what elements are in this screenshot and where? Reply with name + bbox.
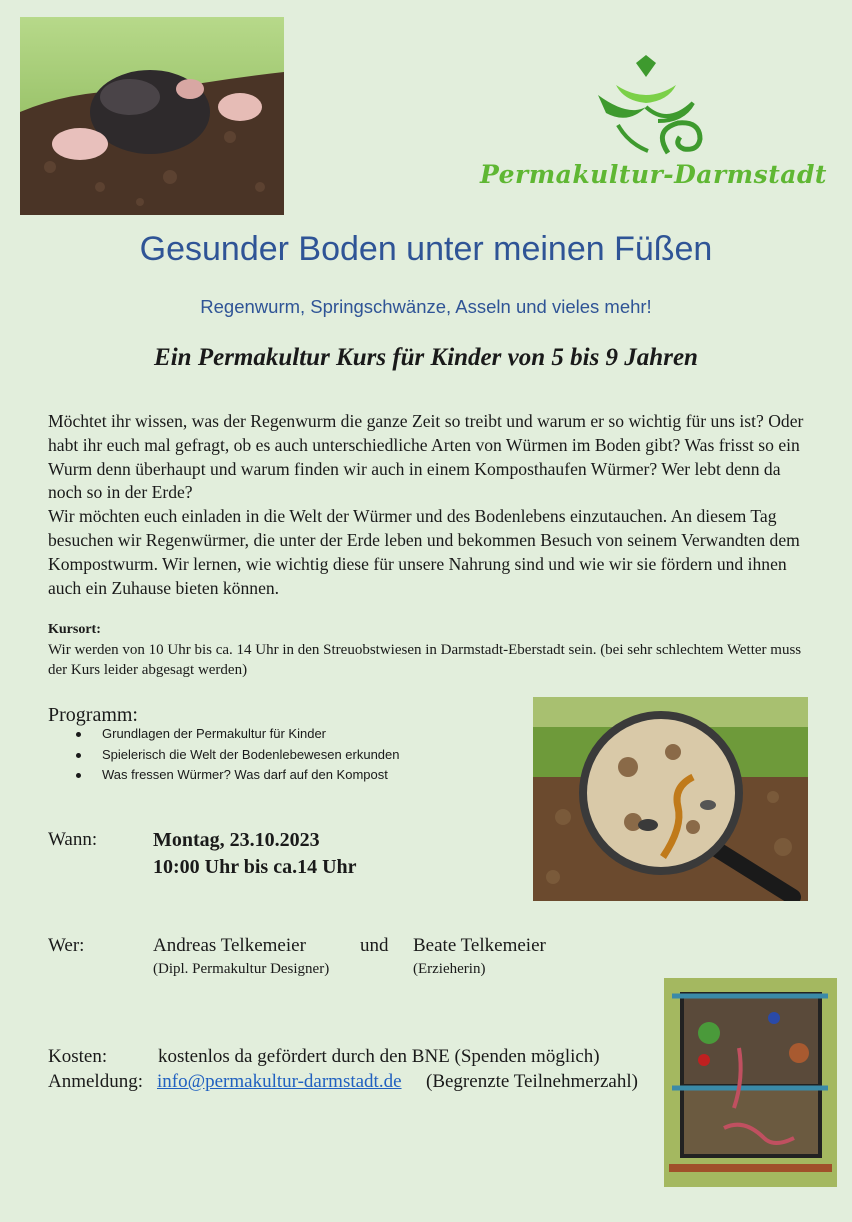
program-title: Programm: (48, 704, 138, 726)
page-title: Gesunder Boden unter meinen Füßen (139, 230, 713, 268)
event-time: 10:00 Uhr bis ca.14 Uhr (153, 856, 357, 878)
program-item-label: Spielerisch die Welt der Bodenlebewesen erkunden (102, 746, 400, 762)
instructor-connector: und (360, 935, 389, 956)
program-item-label: Was fressen Würmer? Was darf auf den Kompost (102, 767, 388, 782)
magnifier-soil-illustration (533, 697, 808, 901)
when-label: Wann: (48, 829, 98, 850)
who-label: Wer: (48, 935, 85, 956)
bullet-icon (76, 732, 81, 737)
instructor-1-name: Andreas Telkemeier (153, 935, 306, 956)
costs-text: kostenlos da gefördert durch den BNE (Spenden möglich) (158, 1046, 600, 1067)
bullet-icon (76, 753, 81, 758)
costs-label: Kosten: (48, 1046, 108, 1067)
program-item-label: Grundlagen der Permakultur für Kinder (102, 726, 327, 741)
course-heading: Ein Permakultur Kurs für Kinder von 5 bis 9 Jahren (154, 344, 698, 371)
instructor-2-role: (Erzieherin) (413, 961, 486, 977)
location-text: Wir werden von 10 Uhr bis ca. 14 Uhr in den Streuobstwiesen in Darmstadt-Eberstadt sein. (bei sehr schlechtem Wetter muss der Kurs leider abgesagt werden) (48, 642, 802, 678)
list-item (48, 747, 400, 768)
bullet-icon (76, 773, 81, 778)
registration-email-link[interactable]: info@permakultur-darmstadt.de (157, 1071, 402, 1092)
intro-paragraph-1: Möchtet ihr wissen, was der Regenwurm die ganze Zeit so treibt und warum er so wichtig für uns ist? Oder habt ihr euch mal gefragt, ob es auch unterschiedliche Arten von Würmen im Boden gibt? Was frisst so ein Wurm denn überhaupt und warum finden wir auch in einem Komposthaufen Würmer? Wer lebt denn da noch so in der Erde? (48, 411, 804, 503)
mole-photo (20, 17, 284, 215)
logo-wordmark: Permakultur-Darmstadt (480, 160, 827, 189)
registration-note: (Begrenzte Teilnehmerzahl) (426, 1071, 638, 1092)
page-subtitle: Regenwurm, Springschwänze, Asseln und vieles mehr! (200, 296, 652, 317)
compost-box-illustration (664, 978, 837, 1187)
program-list (48, 726, 400, 788)
location-label: Kursort: (48, 622, 101, 637)
event-date: Montag, 23.10.2023 (153, 829, 320, 851)
intro-paragraph-2: Wir möchten euch einladen in die Welt der Würmer und des Bodenlebens einzutauchen. An diesem Tag besuchen wir Regenwürmer, die unter der Erde leben und bekommen Besuch von seinem Verwandten dem Kompostwurm. Wir lernen, wie wichtig diese für unsere Nahrung sind und wie wir sie fördern und ihnen auch ein Zuhause bieten können. (48, 506, 800, 598)
list-item (48, 726, 400, 747)
instructor-1-role: (Dipl. Permakultur Designer) (153, 961, 330, 977)
intro-text (48, 410, 818, 600)
instructor-2-name: Beate Telkemeier (413, 935, 546, 956)
list-item (48, 767, 400, 788)
registration-label: Anmeldung: (48, 1071, 143, 1092)
